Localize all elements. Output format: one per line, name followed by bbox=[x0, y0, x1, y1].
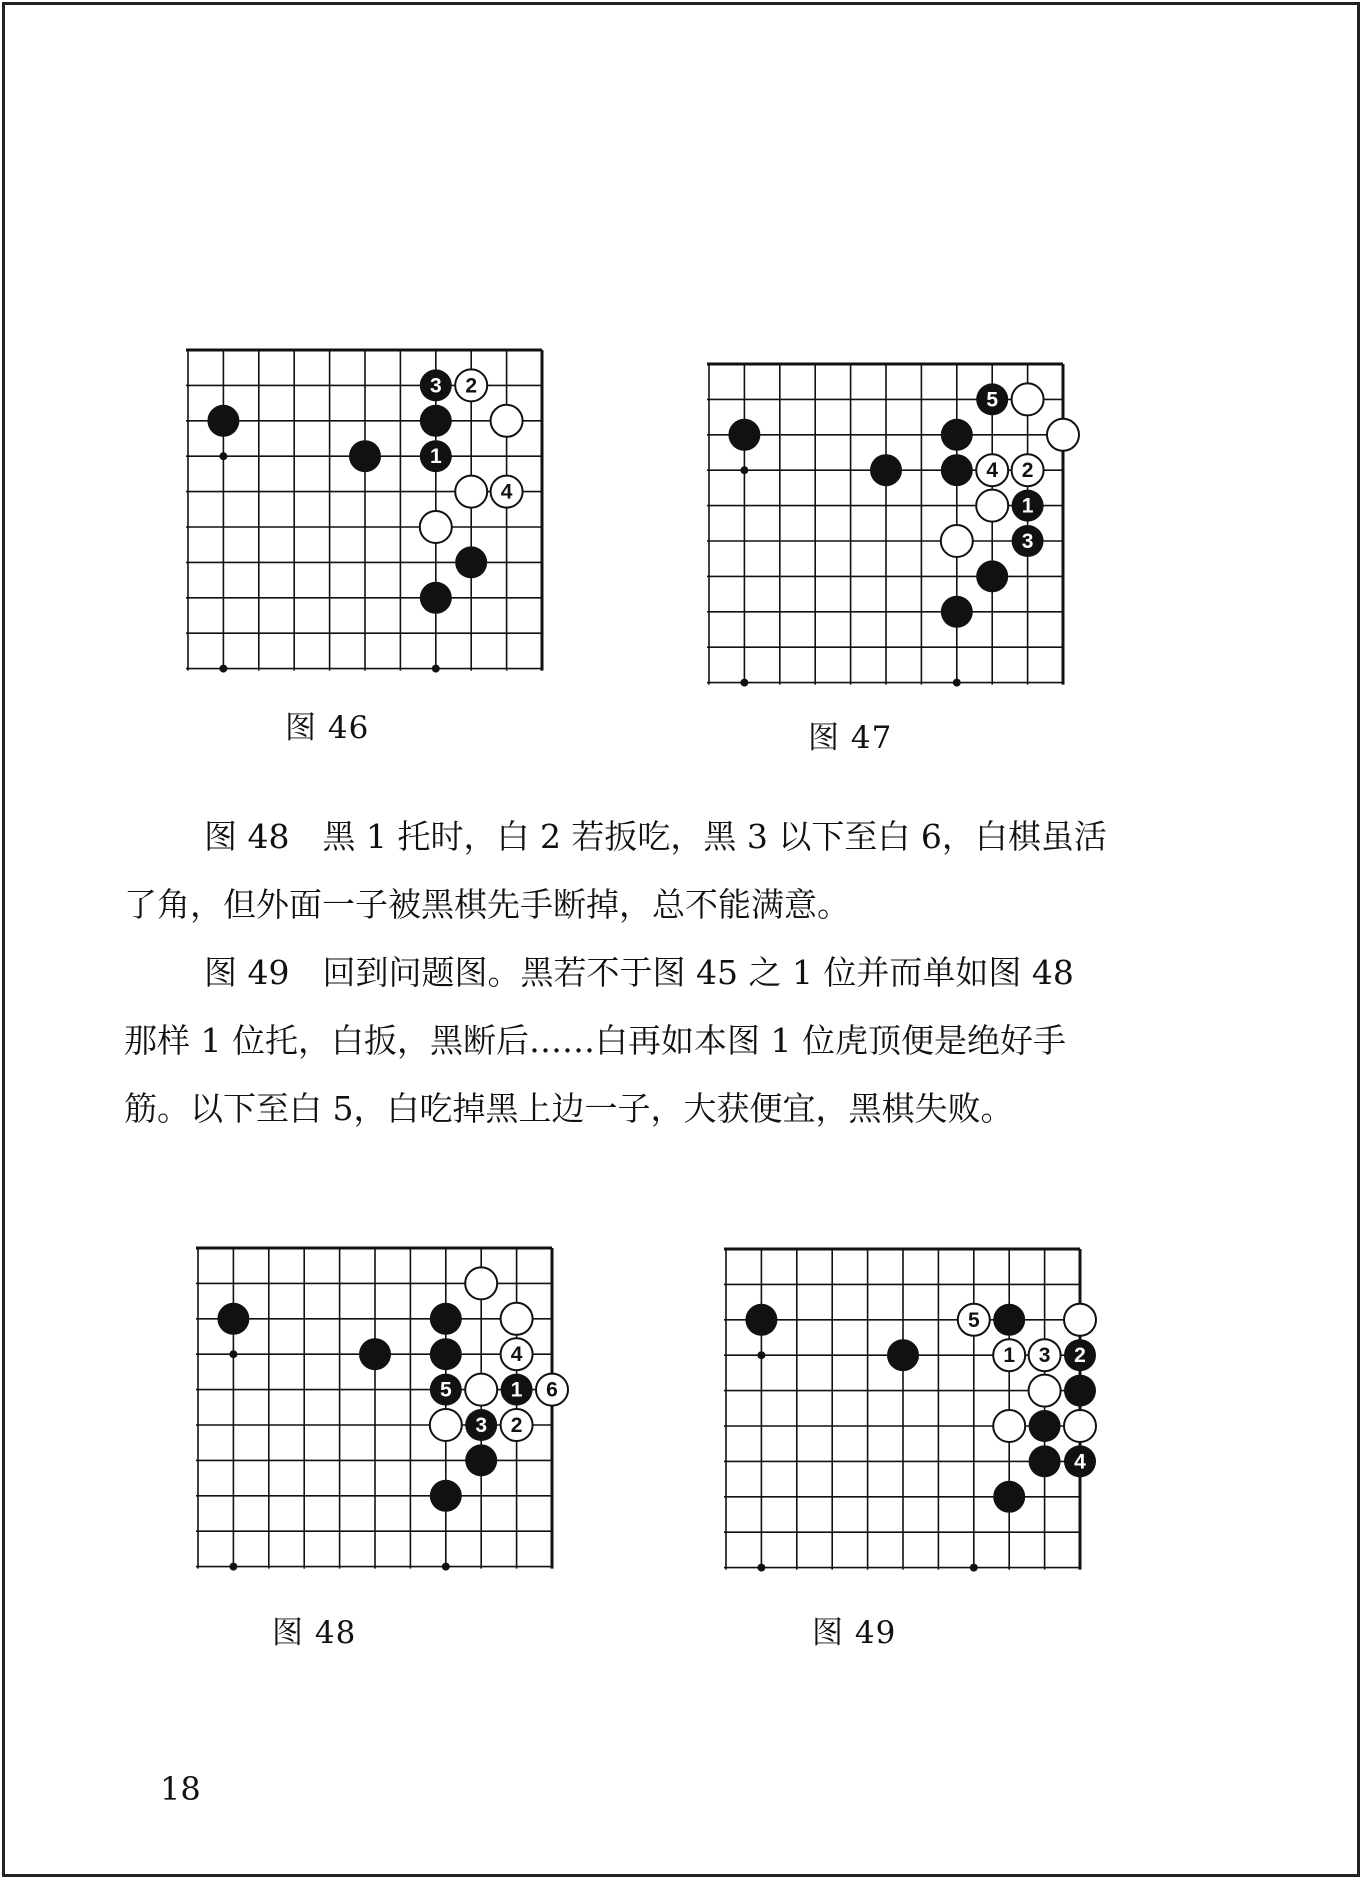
white-stone bbox=[1029, 1375, 1061, 1407]
go-board-46 bbox=[176, 350, 552, 690]
move-number: 1 bbox=[1003, 1344, 1016, 1368]
move-number: 5 bbox=[967, 1308, 980, 1332]
move-number: 4 bbox=[500, 480, 513, 504]
page-number: 18 bbox=[160, 1770, 201, 1808]
black-stone bbox=[941, 596, 973, 628]
black-stone bbox=[420, 405, 452, 437]
move-number: 5 bbox=[986, 388, 999, 412]
black-stone bbox=[941, 419, 973, 451]
star-point bbox=[219, 452, 227, 460]
black-stone bbox=[745, 1304, 777, 1336]
black-stone bbox=[430, 1303, 462, 1335]
white-stone bbox=[1012, 383, 1044, 415]
black-stone bbox=[993, 1481, 1025, 1513]
move-number: 3 bbox=[1038, 1344, 1051, 1368]
move-number: 1 bbox=[510, 1378, 523, 1402]
black-stone bbox=[1029, 1445, 1061, 1477]
black-stone bbox=[455, 546, 487, 578]
black-stone bbox=[941, 454, 973, 486]
white-stone bbox=[976, 490, 1008, 522]
star-point bbox=[740, 466, 748, 474]
move-number: 1 bbox=[429, 445, 442, 469]
black-stone bbox=[1029, 1410, 1061, 1442]
white-stone bbox=[420, 511, 452, 543]
black-stone bbox=[430, 1338, 462, 1370]
star-point bbox=[229, 1350, 237, 1358]
black-stone bbox=[465, 1444, 497, 1476]
go-diagram-47 bbox=[697, 364, 1073, 704]
go-board-47 bbox=[697, 364, 1073, 704]
paragraph-fig48-line2: 了角，但外面一子被黑棋先手断掉，总不能满意。 bbox=[124, 885, 850, 924]
caption-fig-46: 图 46 bbox=[285, 710, 370, 746]
star-point bbox=[740, 679, 748, 687]
white-stone bbox=[465, 1267, 497, 1299]
star-point bbox=[757, 1564, 765, 1572]
star-point bbox=[970, 1564, 978, 1572]
caption-fig-48: 图 48 bbox=[272, 1615, 357, 1651]
white-stone bbox=[1064, 1410, 1096, 1442]
white-stone bbox=[1064, 1304, 1096, 1336]
black-stone bbox=[359, 1338, 391, 1370]
move-number: 1 bbox=[1021, 494, 1034, 518]
move-number: 2 bbox=[1021, 459, 1034, 483]
black-stone bbox=[420, 582, 452, 614]
black-stone bbox=[976, 560, 1008, 592]
black-stone bbox=[728, 419, 760, 451]
body-text bbox=[124, 803, 1174, 1143]
move-number: 3 bbox=[429, 374, 442, 398]
move-number: 3 bbox=[475, 1414, 488, 1437]
black-stone bbox=[887, 1339, 919, 1371]
white-stone bbox=[455, 476, 487, 508]
paragraph-fig49-line1: 图 49 回到问题图。黑若不于图 45 之 1 位并而单如图 48 bbox=[204, 953, 1074, 992]
black-stone bbox=[993, 1304, 1025, 1336]
go-board-48 bbox=[186, 1248, 562, 1588]
black-stone bbox=[217, 1303, 249, 1335]
white-stone bbox=[465, 1374, 497, 1406]
paragraph-fig48-line1: 图 48 黑 1 托时，白 2 若扳吃，黑 3 以下至白 6，白棋虽活 bbox=[204, 817, 1107, 856]
move-number: 4 bbox=[510, 1343, 523, 1367]
move-number: 4 bbox=[986, 459, 999, 483]
go-board-49 bbox=[714, 1249, 1090, 1589]
star-point bbox=[442, 1563, 450, 1571]
go-diagram-48 bbox=[186, 1248, 562, 1588]
black-stone bbox=[870, 454, 902, 486]
star-point bbox=[757, 1351, 765, 1359]
black-stone bbox=[430, 1480, 462, 1512]
white-stone bbox=[993, 1410, 1025, 1442]
white-stone bbox=[430, 1409, 462, 1441]
star-point bbox=[432, 665, 440, 673]
white-stone bbox=[501, 1303, 533, 1335]
move-number: 3 bbox=[1021, 530, 1034, 553]
black-stone bbox=[207, 405, 239, 437]
caption-fig-47: 图 47 bbox=[808, 720, 893, 756]
caption-fig-49: 图 49 bbox=[812, 1615, 897, 1651]
move-number: 6 bbox=[546, 1378, 558, 1402]
go-diagram-46 bbox=[176, 350, 552, 690]
move-number: 4 bbox=[1074, 1450, 1086, 1474]
move-number: 2 bbox=[465, 374, 478, 398]
move-number: 2 bbox=[1074, 1344, 1086, 1368]
black-stone bbox=[1064, 1375, 1096, 1407]
white-stone bbox=[1047, 419, 1079, 451]
go-diagram-49 bbox=[714, 1249, 1090, 1589]
paragraph-fig49-line3: 筋。以下至白 5，白吃掉黑上边一子，大获便宜，黑棋失败。 bbox=[124, 1089, 1014, 1128]
star-point bbox=[219, 665, 227, 673]
white-stone bbox=[491, 405, 523, 437]
move-number: 5 bbox=[439, 1378, 452, 1402]
star-point bbox=[953, 679, 961, 687]
black-stone bbox=[349, 440, 381, 472]
paragraph-fig49-line2: 那样 1 位托，白扳，黑断后……白再如本图 1 位虎顶便是绝好手 bbox=[124, 1021, 1066, 1060]
star-point bbox=[229, 1563, 237, 1571]
white-stone bbox=[941, 525, 973, 557]
move-number: 2 bbox=[510, 1414, 523, 1437]
